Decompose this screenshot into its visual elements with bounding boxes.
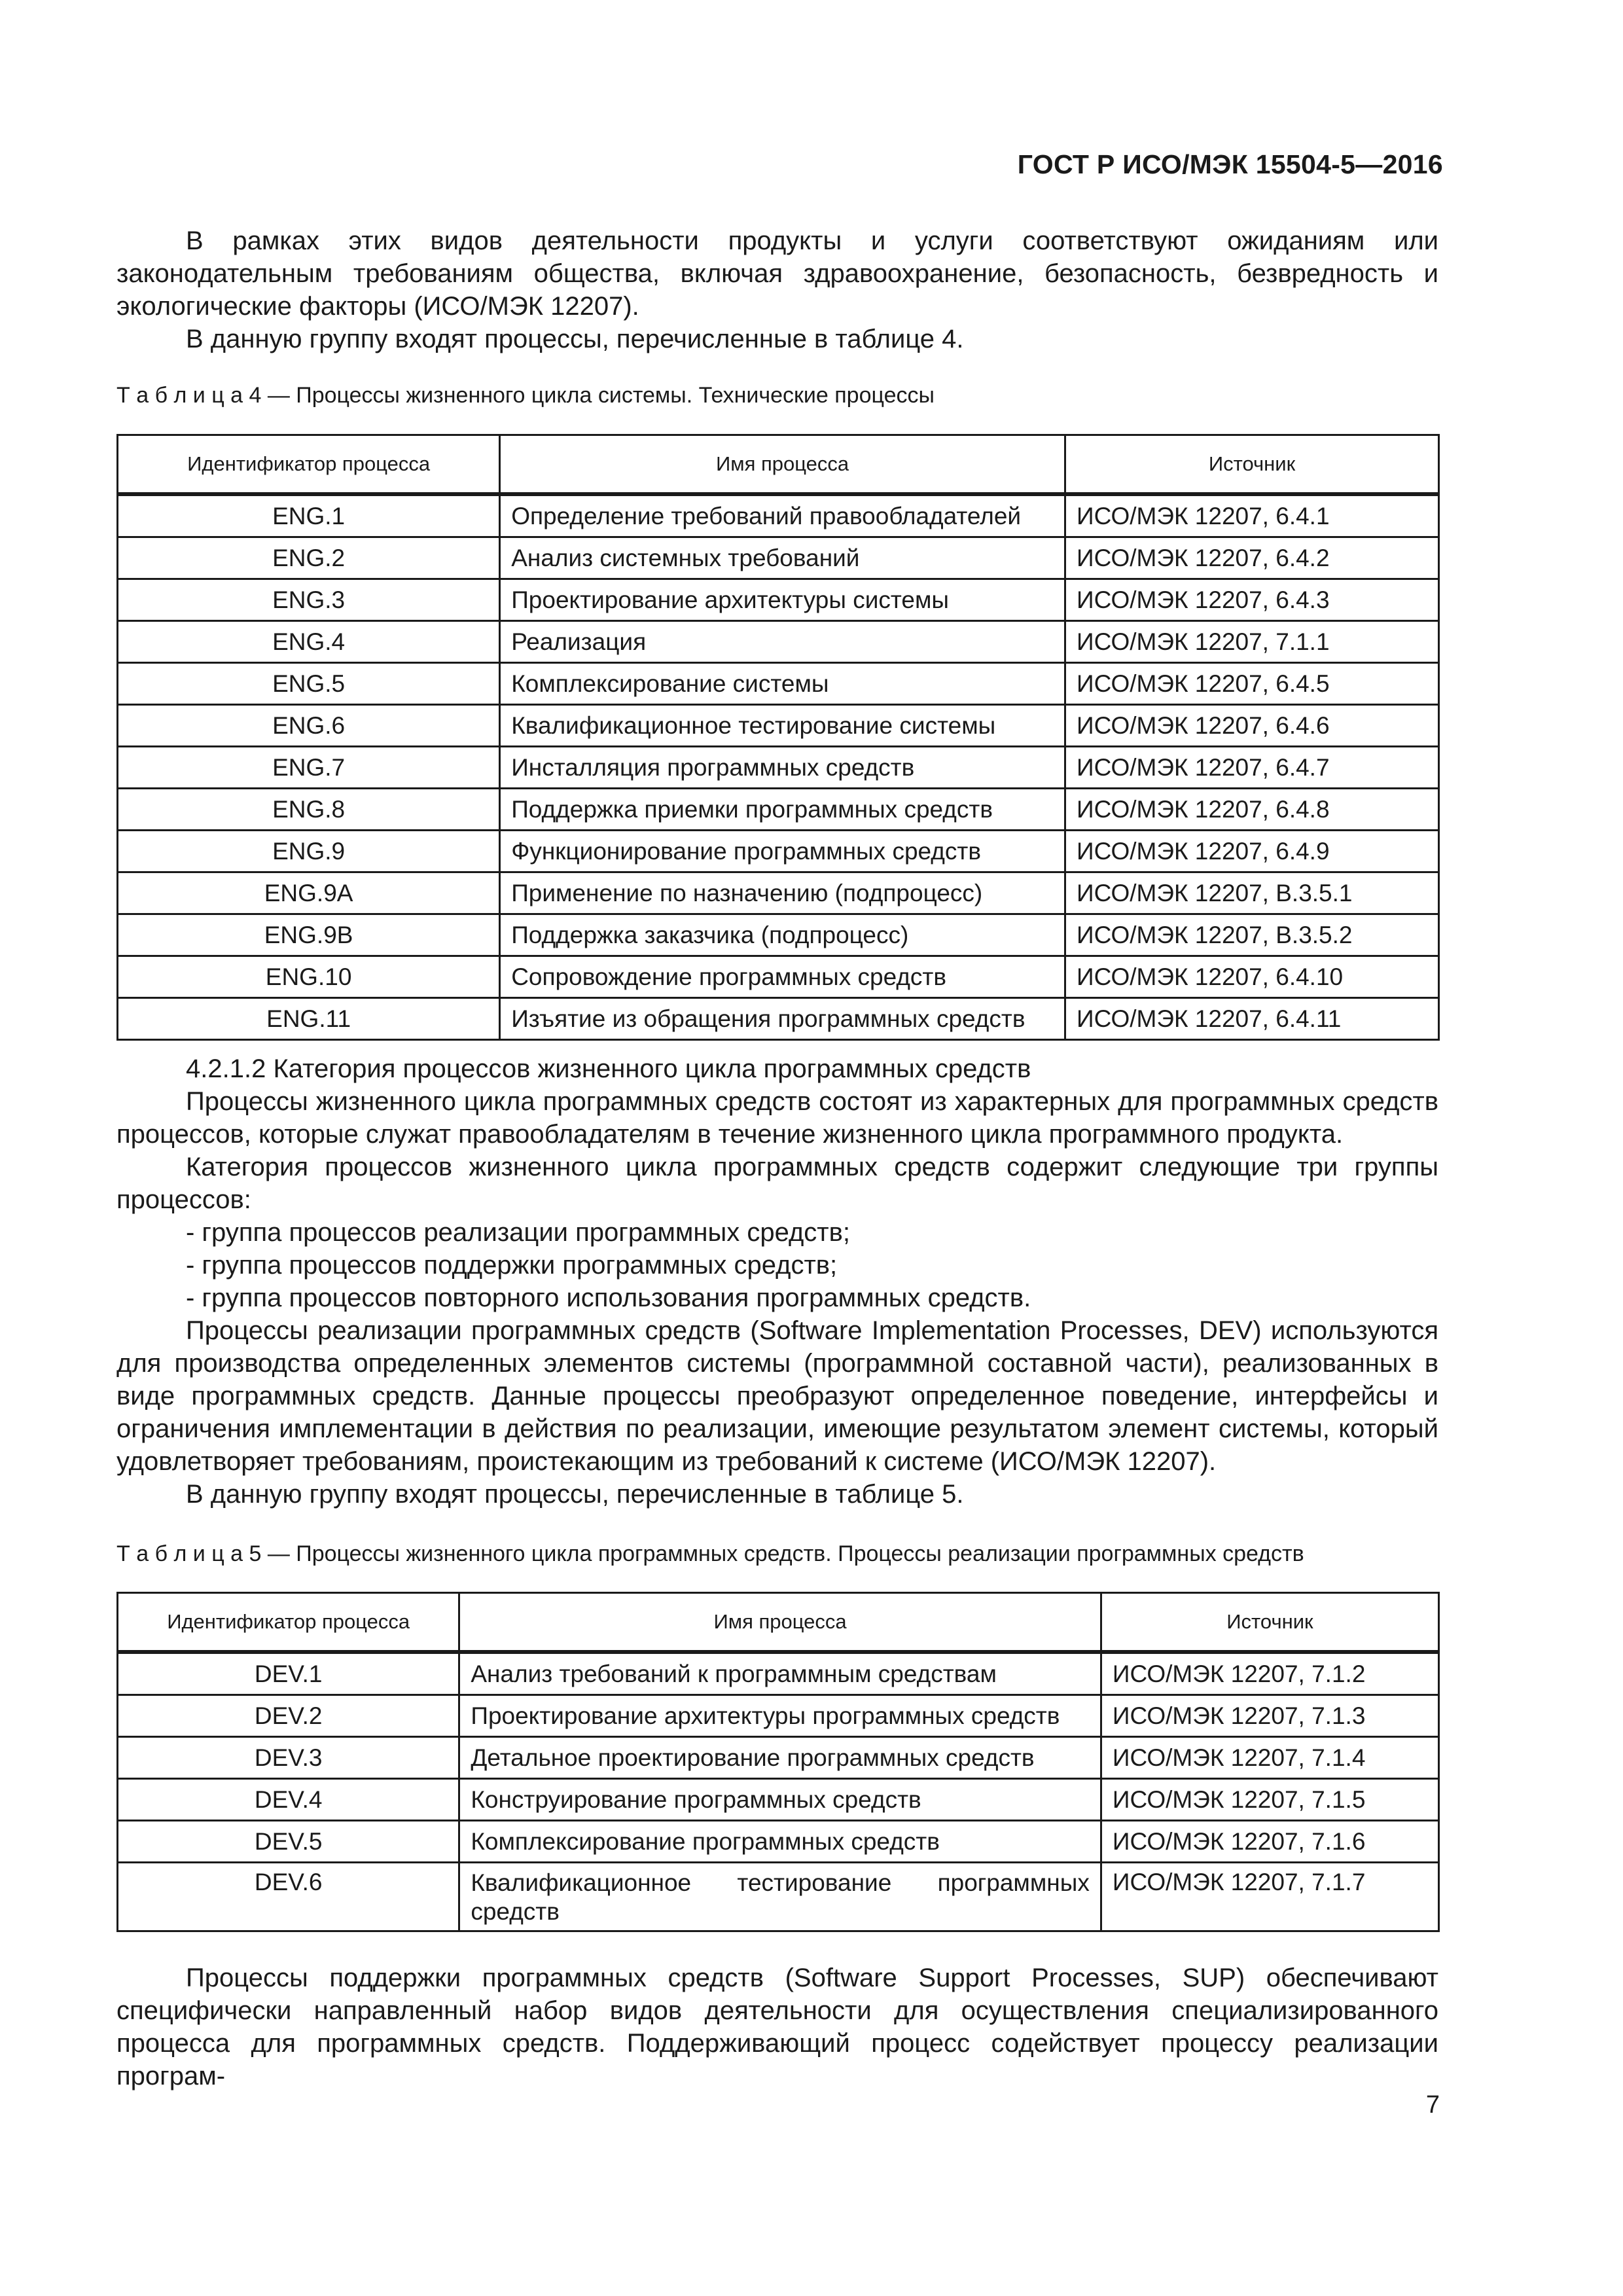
table-row [118, 789, 1439, 831]
process-name: Анализ требований к программным средствам [459, 1652, 1101, 1695]
process-source: ИСО/МЭК 12207, 7.1.6 [1101, 1821, 1438, 1863]
process-id: ENG.6 [118, 705, 500, 747]
process-id: DEV.2 [118, 1695, 459, 1737]
process-id: ENG.7 [118, 747, 500, 789]
process-id: ENG.8 [118, 789, 500, 831]
process-source: ИСО/МЭК 12207, 7.1.3 [1101, 1695, 1438, 1737]
process-source: ИСО/МЭК 12207, 6.4.1 [1065, 494, 1438, 537]
process-name: Сопровождение программных средств [500, 956, 1065, 998]
process-name: Комплексирование программных средств [459, 1821, 1101, 1863]
process-id: ENG.11 [118, 998, 500, 1040]
list-item: - группа процессов поддержки программных средств; [186, 1251, 838, 1280]
process-source: ИСО/МЭК 12207, 6.4.10 [1065, 956, 1438, 998]
process-id: ENG.2 [118, 537, 500, 579]
process-source: ИСО/МЭК 12207, 6.4.11 [1065, 998, 1438, 1040]
table4 [116, 434, 1440, 1041]
process-name: Проектирование архитектуры программных средств [459, 1695, 1101, 1737]
process-source: ИСО/МЭК 12207, 6.4.3 [1065, 579, 1438, 621]
list-item: - группа процессов повторного использования программных средств. [186, 1283, 1031, 1312]
process-source: ИСО/МЭК 12207, В.3.5.1 [1065, 872, 1438, 914]
table-row [118, 956, 1439, 998]
table-row [118, 1737, 1439, 1779]
process-source: ИСО/МЭК 12207, 6.4.9 [1065, 831, 1438, 872]
process-id: ENG.5 [118, 663, 500, 705]
closing-paragraph: Процессы поддержки программных средств (Software Support Processes, SUP) обеспечивают специфически направленный набор видов деятельности для осуществления специализированного процесса для программных средств. Поддерживающий процесс содействует процессу реализации програм- [116, 1964, 1438, 2090]
process-name: Квалификационное тестирование системы [500, 705, 1065, 747]
process-id: DEV.1 [118, 1652, 459, 1695]
column-header-id: Идентификатор процесса [118, 1593, 459, 1653]
table-row [118, 705, 1439, 747]
process-id: ENG.3 [118, 579, 500, 621]
process-name: Конструирование программных средств [459, 1779, 1101, 1821]
table-header-row [118, 435, 1439, 495]
table-row [118, 1863, 1439, 1931]
process-name: Квалификационное тестирование программных средств [459, 1863, 1101, 1931]
process-id: DEV.5 [118, 1821, 459, 1863]
process-source: ИСО/МЭК 12207, 6.4.2 [1065, 537, 1438, 579]
process-name: Определение требований правообладателей [500, 494, 1065, 537]
process-id: ENG.9B [118, 914, 500, 956]
page-number: 7 [1425, 2091, 1440, 2119]
document-code-header: ГОСТ Р ИСО/МЭК 15504-5—2016 [1017, 149, 1443, 179]
section-table-reference: В данную группу входят процессы, перечисленные в таблице 5. [186, 1480, 964, 1509]
column-header-id: Идентификатор процесса [118, 435, 500, 495]
process-source: ИСО/МЭК 12207, 6.4.5 [1065, 663, 1438, 705]
process-source: ИСО/МЭК 12207, 7.1.5 [1101, 1779, 1438, 1821]
process-name: Детальное проектирование программных средств [459, 1737, 1101, 1779]
section-paragraph: Процессы реализации программных средств (Software Implementation Processes, DEV) используются для производства определенных элементов системы (программной составной части), реализованных в виде программных средств. Данные процессы преобразуют определенное поведение, интерфейсы и ограничения имплементации в действия по реализации, имеющие результатом элемент системы, который удовлетворяет требованиям, проистекающим из требований к системе (ИСО/МЭК 12207). [116, 1316, 1438, 1476]
table-row [118, 1695, 1439, 1737]
table-row [118, 663, 1439, 705]
table-header-row [118, 1593, 1439, 1653]
process-name: Инсталляция программных средств [500, 747, 1065, 789]
process-source: ИСО/МЭК 12207, 7.1.1 [1065, 621, 1438, 663]
process-source: ИСО/МЭК 12207, 7.1.4 [1101, 1737, 1438, 1779]
column-header-name: Имя процесса [500, 435, 1065, 495]
process-id: DEV.4 [118, 1779, 459, 1821]
process-id: ENG.9 [118, 831, 500, 872]
process-id: ENG.1 [118, 494, 500, 537]
process-source: ИСО/МЭК 12207, 7.1.7 [1101, 1863, 1438, 1931]
process-source: ИСО/МЭК 12207, 6.4.8 [1065, 789, 1438, 831]
table-row [118, 872, 1439, 914]
table-row [118, 579, 1439, 621]
process-source: ИСО/МЭК 12207, 6.4.6 [1065, 705, 1438, 747]
table-row [118, 1821, 1439, 1863]
process-name: Изъятие из обращения программных средств [500, 998, 1065, 1040]
column-header-source: Источник [1065, 435, 1438, 495]
process-name: Поддержка приемки программных средств [500, 789, 1065, 831]
table-row [118, 537, 1439, 579]
process-id: DEV.3 [118, 1737, 459, 1779]
table-row [118, 1779, 1439, 1821]
table4-caption: Т а б л и ц а 4 — Процессы жизненного цикла системы. Технические процессы [116, 383, 935, 408]
closing-text [116, 1962, 1438, 2092]
process-name: Комплексирование системы [500, 663, 1065, 705]
table5 [116, 1592, 1440, 1932]
process-source: ИСО/МЭК 12207, 7.1.2 [1101, 1652, 1438, 1695]
column-header-source: Источник [1101, 1593, 1438, 1653]
intro-paragraph: В рамках этих видов деятельности продукты и услуги соответствуют ожиданиям или законодательным требованиям общества, включая здравоохранение, безопасность, безвредность и экологические факторы (ИСО/МЭК 12207). [116, 226, 1438, 321]
intro-table-reference: В данную группу входят процессы, перечисленные в таблице 4. [186, 325, 964, 353]
section-paragraph: Процессы жизненного цикла программных средств состоят из характерных для программных средств процессов, которые служат правообладателям в течение жизненного цикла программного продукта. [116, 1087, 1438, 1149]
process-source: ИСО/МЭК 12207, В.3.5.2 [1065, 914, 1438, 956]
process-id: ENG.9A [118, 872, 500, 914]
process-name: Анализ системных требований [500, 537, 1065, 579]
process-name: Проектирование архитектуры системы [500, 579, 1065, 621]
process-id: ENG.10 [118, 956, 500, 998]
process-name: Поддержка заказчика (подпроцесс) [500, 914, 1065, 956]
process-name: Реализация [500, 621, 1065, 663]
table-row [118, 1652, 1439, 1695]
intro-text [116, 224, 1438, 355]
process-id: DEV.6 [118, 1863, 459, 1931]
table-row [118, 621, 1439, 663]
section-heading: 4.2.1.2 Категория процессов жизненного цикла программных средств [186, 1054, 1031, 1083]
table-row [118, 914, 1439, 956]
column-header-name: Имя процесса [459, 1593, 1101, 1653]
table5-caption: Т а б л и ц а 5 — Процессы жизненного цикла программных средств. Процессы реализации программных средств [116, 1541, 1304, 1566]
table-row [118, 494, 1439, 537]
table-row [118, 747, 1439, 789]
section-text [116, 1052, 1438, 1511]
process-source: ИСО/МЭК 12207, 6.4.7 [1065, 747, 1438, 789]
process-name: Функционирование программных средств [500, 831, 1065, 872]
list-item: - группа процессов реализации программных средств; [186, 1218, 850, 1247]
table-row [118, 998, 1439, 1040]
table-row [118, 831, 1439, 872]
process-name: Применение по назначению (подпроцесс) [500, 872, 1065, 914]
process-id: ENG.4 [118, 621, 500, 663]
section-paragraph: Категория процессов жизненного цикла программных средств содержит следующие три группы процессов: [116, 1153, 1438, 1214]
